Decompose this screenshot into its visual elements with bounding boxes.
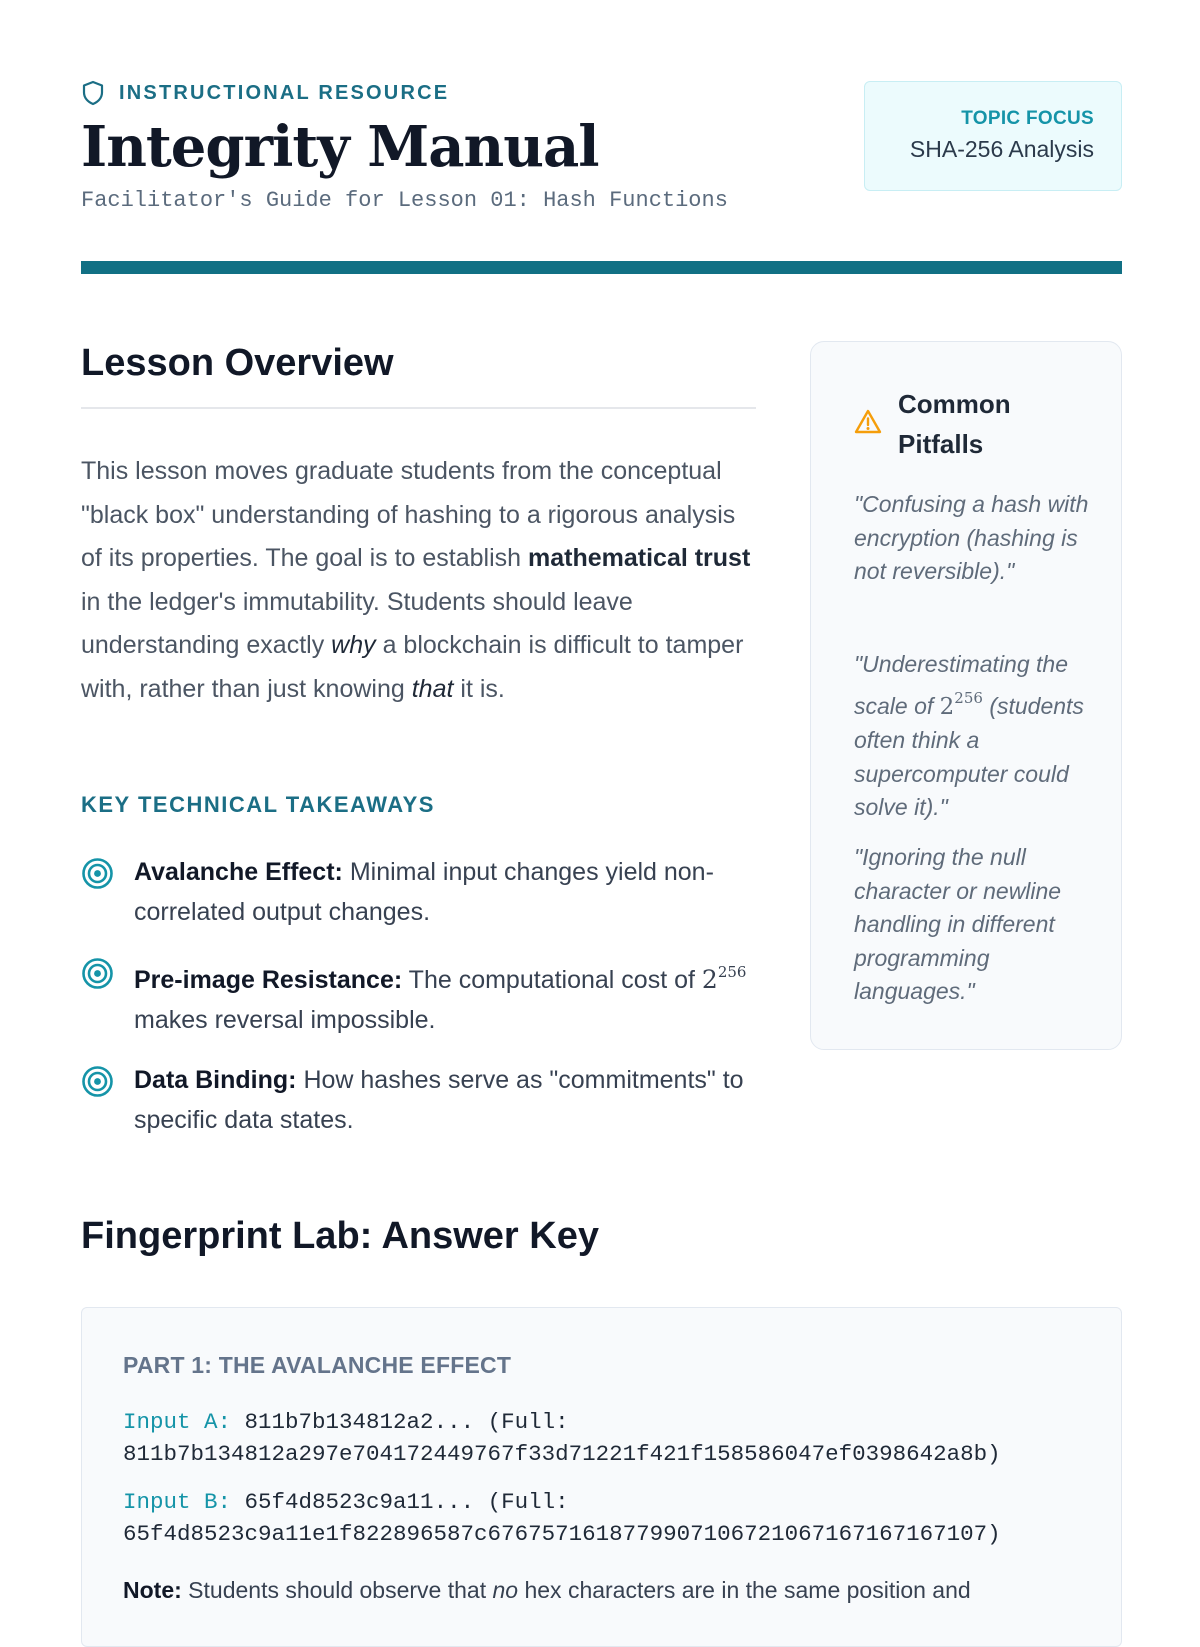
page-header bbox=[81, 78, 1122, 278]
answer-key-card bbox=[81, 1307, 1122, 1647]
takeaways-heading: KEY TECHNICAL TAKEAWAYS bbox=[81, 792, 435, 817]
warning-triangle-icon bbox=[854, 408, 882, 436]
pitfalls-header bbox=[854, 384, 1094, 464]
overview-paragraph: This lesson moves graduate students from the conceptual "black box" understanding of hashing to a rigorous analysis of its properties. The goal is to establish mathematical trust in the ledger's immutability. Students should leave understanding exactly why a blockchain is difficult to tamper with, rather than just knowing that it is. bbox=[81, 457, 751, 703]
common-pitfalls-card bbox=[810, 341, 1122, 1050]
pitfall-item: "Confusing a hash with encryption (hashing is not reversible)." bbox=[854, 491, 1089, 584]
input-a-hash: Input A: 811b7b134812a2... (Full: 811b7b134812a297e704172449767f33d71221f421f158586047ef0398642a8b) bbox=[123, 1406, 1083, 1470]
overview-divider bbox=[81, 407, 756, 409]
part-heading: PART 1: THE AVALANCHE EFFECT bbox=[123, 1352, 512, 1378]
input-b-hash: Input B: 65f4d8523c9a11... (Full: 65f4d8523c9a11e1f822896587c6767571618779907106721067167167167107) bbox=[123, 1486, 1083, 1550]
eyebrow bbox=[81, 78, 449, 108]
topic-focus-card bbox=[864, 81, 1122, 191]
page-title: Integrity Manual bbox=[81, 114, 599, 180]
takeaway-avalanche-effect: Avalanche Effect: Minimal input changes yield non-correlated output changes. bbox=[81, 852, 761, 932]
lab-heading: Fingerprint Lab: Answer Key bbox=[81, 1215, 599, 1257]
input-a-full-hash: 811b7b134812a297e704172449767f33d71221f421f158586047ef0398642a8b) bbox=[123, 1441, 1001, 1467]
input-b-label: Input B: bbox=[123, 1489, 232, 1515]
pitfall-item: "Ignoring the null character or newline handling in different programming languages." bbox=[854, 844, 1062, 1004]
pitfall-item: "Underestimating the scale of $2^{256}$ (students often think a supercomputer could solve it)." bbox=[854, 651, 1084, 820]
overview-heading: Lesson Overview bbox=[81, 342, 394, 384]
shield-icon bbox=[81, 80, 105, 106]
topic-focus-label: TOPIC FOCUS bbox=[961, 108, 1094, 129]
page bbox=[81, 0, 1122, 1603]
input-a-label: Input A: bbox=[123, 1409, 232, 1435]
input-b-full-hash: 65f4d8523c9a11e1f822896587c6767571618779907106721067167167167107) bbox=[123, 1521, 1001, 1547]
header-divider bbox=[81, 261, 1122, 274]
target-icon bbox=[81, 857, 114, 890]
topic-focus-value: SHA-256 Analysis bbox=[909, 136, 1094, 162]
answer-note: Note: Students should observe that no hex characters are in the same position and bbox=[123, 1577, 971, 1603]
pitfalls-title: Common Pitfalls bbox=[898, 389, 1011, 459]
takeaway-data-binding: Data Binding: How hashes serve as "commitments" to specific data states. bbox=[81, 1060, 761, 1140]
target-icon bbox=[81, 957, 114, 990]
target-icon bbox=[81, 1065, 114, 1098]
page-subtitle: Facilitator's Guide for Lesson 01: Hash Functions bbox=[81, 188, 728, 213]
overview-emphasis: mathematical trust bbox=[528, 544, 751, 572]
takeaway-preimage-resistance: Pre-image Resistance: The computational cost of $2^{256}$ makes reversal impossible. bbox=[81, 952, 761, 1040]
eyebrow-label: INSTRUCTIONAL RESOURCE bbox=[119, 81, 450, 104]
takeaways-list bbox=[81, 852, 761, 1160]
